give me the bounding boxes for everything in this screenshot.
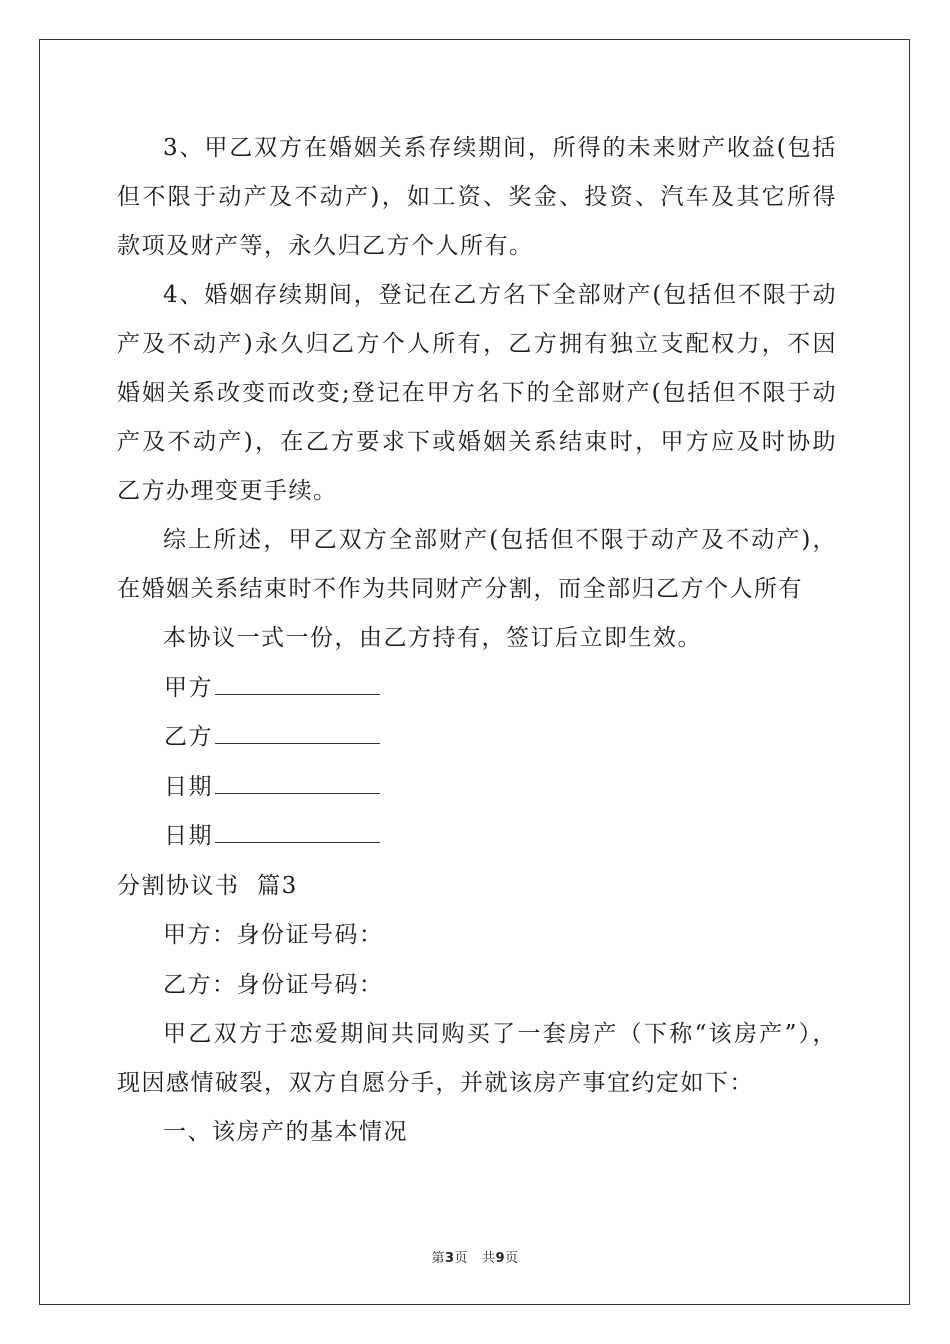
intro-paragraph: 甲乙双方于恋爱期间共同购买了一套房产（下称“该房产”），现因感情破裂，双方自愿分手，并就该房产事宜约定如下： [117, 1021, 837, 1096]
signature-party-a-label: 甲方 [164, 674, 213, 701]
signature-party-b [117, 713, 837, 763]
summary-paragraph: 综上所述，甲乙双方全部财产(包括但不限于动产及不动产)，在婚姻关系结束时不作为共同财产分割，而全部归乙方个人所有 [117, 527, 837, 602]
footer-total-prefix: 共 [481, 1251, 496, 1266]
signature-party-b-label: 乙方 [164, 724, 213, 750]
footer-page-prefix: 第 [431, 1251, 445, 1266]
signature-date-2-blank [215, 824, 380, 843]
footer-page-number: 3 [444, 1251, 455, 1266]
signature-date-1-blank [215, 775, 380, 794]
clause-3-paragraph: 3、甲乙双方在婚姻关系存续期间，所得的未来财产收益(包括但不限于动产及不动产)，如工资、奖金、投资、汽车及其它所得款项及财产等，永久归乙方个人所有。 [117, 135, 837, 259]
agreement-note: 本协议一式一份，由乙方持有，签订后立即生效。 [163, 625, 702, 651]
signature-party-a [117, 664, 837, 714]
footer-total-suffix: 页 [505, 1251, 519, 1266]
subsection-1-heading: 一、该房产的基本情况 [163, 1119, 408, 1145]
document-body [117, 124, 837, 1158]
footer-page-suffix: 页 [454, 1251, 469, 1266]
signature-date-2 [117, 812, 837, 862]
party-b-id-line: 乙方：身份证号码： [163, 971, 384, 998]
party-a-id-line: 甲方：身份证号码： [163, 922, 384, 948]
signature-date-2-label: 日期 [164, 823, 213, 849]
clause-4-paragraph: 4、婚姻存续期间，登记在乙方名下全部财产(包括但不限于动产及不动产)永久归乙方个人所有，乙方拥有独立支配权力，不因婚姻关系改变而改变;登记在甲方名下的全部财产(包括但不限于动产及不动产)，在乙方要求下或婚姻关系结束时，甲方应及时协助乙方办理变更手续。 [117, 282, 837, 504]
signature-date-1-label: 日期 [164, 773, 213, 800]
section-title: 分割协议书 篇3 [117, 872, 298, 899]
footer-total-pages: 9 [495, 1251, 506, 1266]
signature-party-a-blank [215, 676, 380, 695]
signature-party-b-blank [215, 725, 380, 744]
page-footer [0, 1247, 950, 1266]
signature-date-1 [117, 763, 837, 813]
